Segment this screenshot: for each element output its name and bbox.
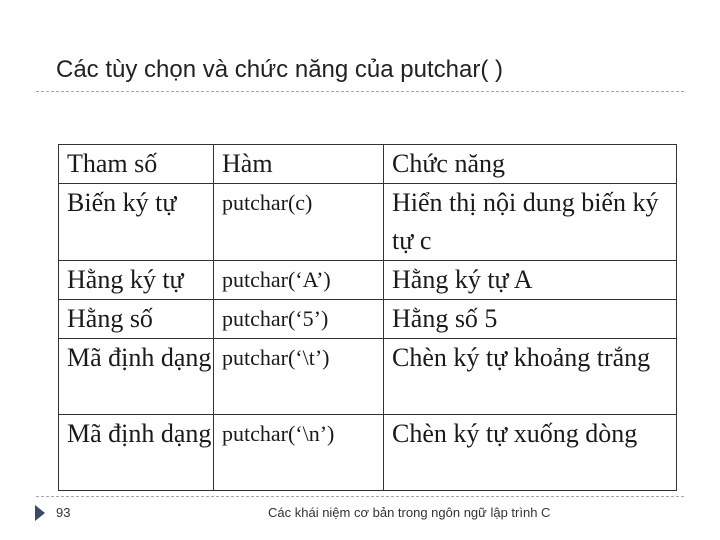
cell-purpose: Chèn ký tự khoảng trắng	[384, 339, 677, 415]
cell-purpose: Hiển thị nội dung biến ký tự c	[384, 184, 677, 261]
cell-purpose: Hằng ký tự A	[384, 261, 677, 300]
header-parameter: Tham số	[59, 145, 214, 184]
table-row	[59, 261, 677, 300]
table-row	[59, 300, 677, 339]
cell-function: putchar(‘A’)	[214, 261, 384, 300]
header-function: Hàm	[214, 145, 384, 184]
slide-title: Các tùy chọn và chức năng của putchar( )	[56, 56, 503, 83]
cell-parameter: Biến ký tự	[59, 184, 214, 261]
cell-parameter: Mã định dạng	[59, 415, 214, 491]
table-row	[59, 184, 677, 261]
table-row	[59, 415, 677, 491]
cell-purpose: Hằng số 5	[384, 300, 677, 339]
table-row	[59, 339, 677, 415]
page-number: 93	[56, 505, 71, 520]
cell-function: putchar(‘\n’)	[214, 415, 384, 491]
header-purpose: Chức năng	[384, 145, 677, 184]
title-divider	[36, 91, 684, 92]
table-header-row	[59, 145, 677, 184]
cell-function: putchar(‘5’)	[214, 300, 384, 339]
footer-divider	[36, 496, 684, 497]
cell-purpose: Chèn ký tự xuống dòng	[384, 415, 677, 491]
cell-parameter: Hằng số	[59, 300, 214, 339]
cell-function: putchar(‘\t’)	[214, 339, 384, 415]
options-table	[58, 144, 677, 491]
cell-function: putchar(c)	[214, 184, 384, 261]
triangle-right-icon	[35, 505, 45, 521]
footer-text: Các khái niệm cơ bản trong ngôn ngữ lập trình C	[268, 505, 551, 520]
cell-parameter: Hằng ký tự	[59, 261, 214, 300]
cell-parameter: Mã định dạng	[59, 339, 214, 415]
